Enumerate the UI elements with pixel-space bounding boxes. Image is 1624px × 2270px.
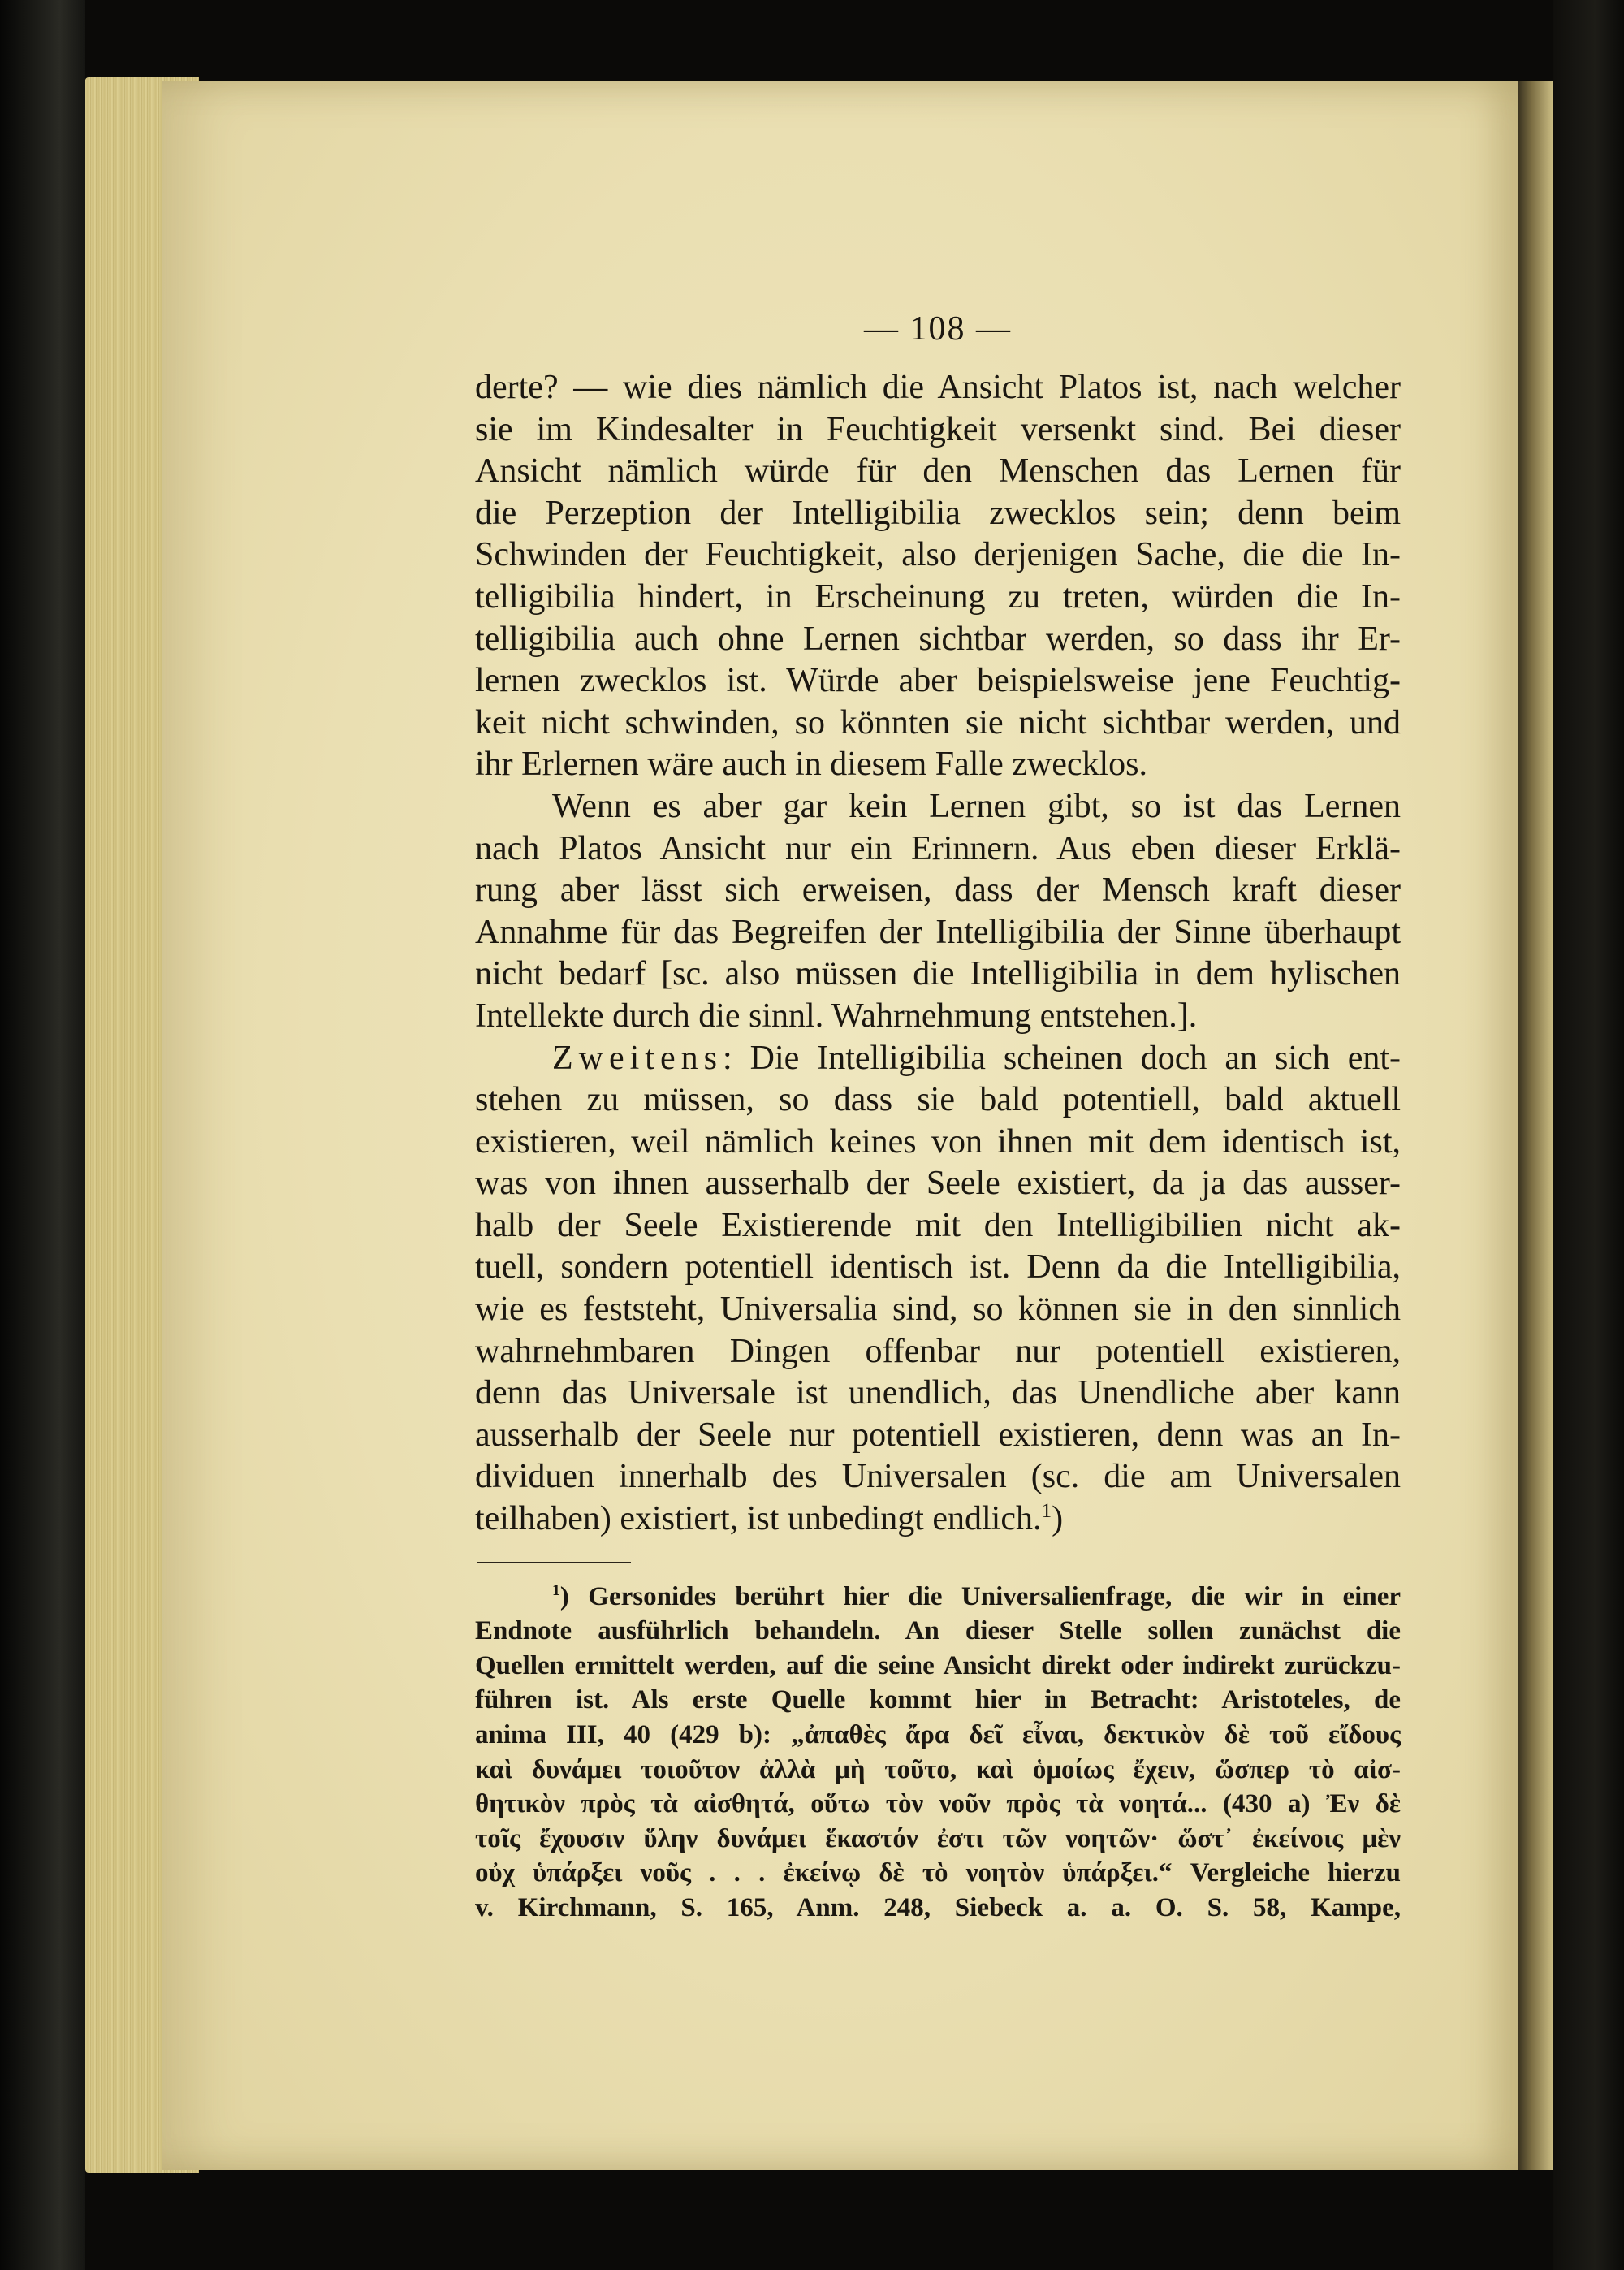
paragraph-3	[475, 1038, 1401, 1541]
text-line: ihr Erlernen wäre auch in diesem Falle zwecklos.	[475, 746, 1148, 784]
text-line: Zweitens: Die Intelligibilia scheinen doch an sich ent-	[552, 1039, 1401, 1077]
emphasized-word: Zweitens	[552, 1039, 723, 1077]
text-line: stehen zu müssen, so dass sie bald potentiell, bald aktuell	[475, 1081, 1401, 1119]
footnote-line: Endnote ausführlich behandeln. An dieser Stelle sollen zunächst die	[475, 1616, 1401, 1646]
text-line: nach Platos Ansicht nur ein Erinnern. Aus eben dieser Erklä-	[475, 829, 1401, 867]
footnote-divider	[477, 1562, 631, 1563]
facing-page-edge	[1518, 81, 1553, 2170]
text-line: Intellekte durch die sinnl. Wahrnehmung entstehen.].	[475, 997, 1198, 1035]
text-line: wie es feststeht, Universalia sind, so können sie in den sinnlich	[475, 1291, 1401, 1329]
text-line: existieren, weil nämlich keines von ihnen mit dem identisch ist,	[475, 1122, 1401, 1161]
text-line: die Perzeption der Intelligibilia zwecklos sein; denn beim	[475, 494, 1401, 532]
footnote-line: καὶ δυνάμει τοιοῦτον ἀλλὰ μὴ τοῦτο, καὶ ὁμοίως ἔχειν, ὥσπερ τὸ αἰσ-	[475, 1754, 1401, 1784]
footnote-line: führen ist. Als erste Quelle kommt hier in Betracht: Aristoteles, de	[475, 1685, 1401, 1715]
text-line: Ansicht nämlich würde für den Menschen das Lernen für	[475, 452, 1401, 491]
book-cover-right	[1553, 0, 1624, 2270]
text-line: sie im Kindesalter in Feuchtigkeit versenkt sind. Bei dieser	[475, 410, 1401, 448]
footnote	[475, 1580, 1401, 1926]
footnote-line: τοῖς ἔχουσιν ὕλην δυνάμει ἕκαστόν ἐστι τῶν νοητῶν· ὥστ᾽ ἐκείνοις μὲν	[475, 1823, 1401, 1853]
text-line: telligibilia hindert, in Erscheinung zu treten, würden die In-	[475, 577, 1401, 616]
text-line: ausserhalb der Seele nur potentiell existieren, denn was an In-	[475, 1416, 1401, 1454]
text-line: was von ihnen ausserhalb der Seele existiert, da ja das ausser-	[475, 1165, 1401, 1203]
text-line: telligibilia auch ohne Lernen sichtbar werden, so dass ihr Er-	[475, 620, 1401, 658]
footnote-line: anima III, 40 (429 b): „ἀπαθὲς ἄρα δεῖ εἶναι, δεκτικὸν δὲ τοῦ εἴδους	[475, 1720, 1401, 1749]
text-line: derte? — wie dies nämlich die Ansicht Platos ist, nach welcher	[475, 369, 1401, 406]
footnote-line: οὐχ ὑπάρξει νοῦς . . . ἐκείνῳ δὲ τὸ νοητὸν ὑπάρξει.“ Vergleiche hierzu	[475, 1858, 1401, 1888]
text-line: tuell, sondern potentiell identisch ist. Denn da die Intelligibilia,	[475, 1248, 1401, 1286]
footnote-line: θητικὸν πρὸς τὰ αἰσθητά, οὕτω τὸν νοῦν πρὸς τὰ νοητά... (430 a) Ἐν δὲ	[475, 1789, 1401, 1819]
text-line: Annahme für das Begreifen der Intelligibilia der Sinne überhaupt	[475, 913, 1401, 951]
footnote-line: v. Kirchmann, S. 165, Anm. 248, Siebeck a. a. O. S. 58, Kampe,	[475, 1892, 1401, 1922]
text-line: Wenn es aber gar kein Lernen gibt, so ist das Lernen	[552, 787, 1401, 825]
text-line: lernen zwecklos ist. Würde aber beispielsweise jene Feuchtig-	[475, 662, 1401, 700]
book-cover-left	[0, 0, 85, 2270]
footnote-reference: 1	[1041, 1500, 1052, 1523]
text-line: wahrnehmbaren Dingen offenbar nur potentiell existieren,	[475, 1332, 1401, 1370]
text-line: nicht bedarf [sc. also müssen die Intelligibilia in dem hylischen	[475, 955, 1401, 993]
text-line-with-footnote-ref	[475, 1498, 1401, 1541]
footnote-number: 1	[552, 1580, 560, 1599]
text-line: dividuen innerhalb des Universalen (sc. die am Universalen	[475, 1458, 1401, 1496]
page-content	[475, 309, 1401, 1926]
page-number: — 108 —	[864, 310, 1012, 348]
footnote-reference-paren: )	[1052, 1500, 1064, 1538]
text-line: Schwinden der Feuchtigkeit, also derjenigen Sache, die die In-	[475, 536, 1401, 574]
text-line: denn das Universale ist unendlich, das Unendliche aber kann	[475, 1374, 1401, 1412]
footnote-line: Quellen ermittelt werden, auf die seine Ansicht direkt oder indirekt zurückzu-	[475, 1650, 1401, 1680]
text-line-content: teilhaben) existiert, ist unbedingt endlich.	[475, 1500, 1042, 1538]
text-line: halb der Seele Existierende mit den Intelligibilien nicht ak-	[475, 1206, 1401, 1244]
text-line: keit nicht schwinden, so könnten sie nicht sichtbar werden, und	[475, 703, 1401, 742]
text-line: rung aber lässt sich erweisen, dass der Mensch kraft dieser	[475, 871, 1401, 910]
footnote-line-text: Gersonides berührt hier die Universalienfrage, die wir in einer	[588, 1581, 1401, 1611]
footnote-number-paren: )	[559, 1581, 569, 1611]
paragraph-2	[475, 786, 1401, 1038]
paragraph-1	[475, 367, 1401, 786]
footnote-line	[475, 1580, 1401, 1615]
